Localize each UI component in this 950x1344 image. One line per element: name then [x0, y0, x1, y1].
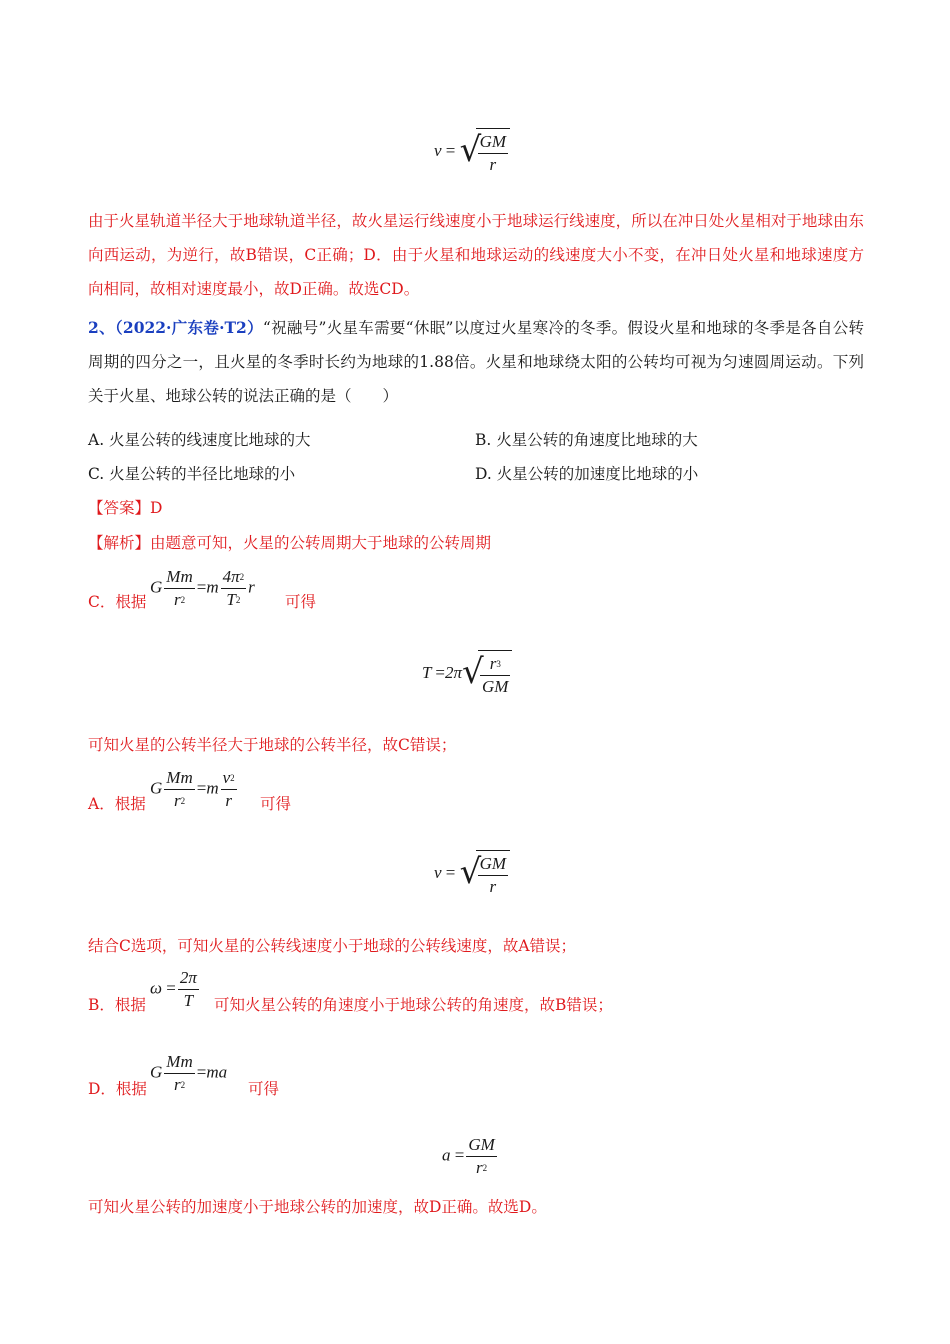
- equation-acceleration: a = $\frac{GM}{r^2}$: [442, 1135, 495, 1177]
- equation-step-b: ω = $\frac{2\pi}{T}$: [150, 968, 197, 1010]
- equation-step-a: G $\frac{Mm}{r^2}$ =m $\frac{v^2}{r}$: [150, 768, 235, 810]
- step-a: A．根据: [88, 795, 146, 813]
- option-a: A. 火星公转的线速度比地球的大: [88, 431, 311, 449]
- conclusion-d: 可知火星公转的加速度小于地球公转的加速度，故D正确。故选D。: [88, 1198, 547, 1216]
- question-number: 2、: [88, 318, 115, 337]
- answer-line: 【答案】D: [88, 499, 163, 517]
- equation-step-d: G $\frac{Mm}{r^2}$ =ma: [150, 1052, 228, 1094]
- option-b: B. 火星公转的角速度比地球的大: [475, 431, 698, 449]
- step-c: C．根据: [88, 593, 147, 611]
- equation-step-c: G $\frac{Mm}{r^2}$ =m $\frac{4\pi^2}{T^2}$ r: [150, 567, 255, 609]
- step-d: D．根据: [88, 1080, 147, 1098]
- question-source: （2022·广东卷·T2）: [114, 318, 263, 337]
- option-d: D. 火星公转的加速度比地球的小: [475, 465, 699, 483]
- option-c: C. 火星公转的半径比地球的小: [88, 465, 296, 483]
- step-b: B．根据: [88, 996, 146, 1014]
- conclusion-a: 结合C选项，可知火星的公转线速度小于地球的公转线速度，故A错误；: [88, 937, 577, 955]
- question-2: [88, 311, 864, 413]
- question-stem: “祝融号”火星车需要“休眠”以度过火星寒冷的冬季。假设火星和地球的冬季是各自公转周期的四分之一，且火星的冬季时长约为地球的1.88倍。火星和地球绕太阳的公转均可视为匀速圆周运动。下列关于火星、地球公转的说法正确的是（ ）: [88, 319, 864, 405]
- analysis-line: 【解析】由题意可知，火星的公转周期大于地球的公转周期: [88, 534, 492, 552]
- equation-period: T =2π √ $\frac{r^3}{GM}$: [422, 650, 512, 698]
- conclusion-c: 可知火星的公转半径大于地球的公转半径，故C错误；: [88, 736, 457, 754]
- step-d-suffix: 可得: [248, 1080, 280, 1098]
- equation-top-velocity: v = √ $\frac{GM}{r}$: [434, 128, 510, 176]
- explanation-paragraph-1: 由于火星轨道半径大于地球轨道半径，故火星运行线速度小于地球运行线速度，所以在冲日处火星相对于地球由东向西运动，为逆行，故B错误，C正确；D．由于火星和地球运动的线速度大小不变，在冲日处火星和地球速度方向相同，故相对速度最小，故D正确。故选CD。: [88, 212, 864, 298]
- step-b-text: 可知火星公转的角速度小于地球公转的角速度，故B错误；: [214, 996, 613, 1014]
- step-c-suffix: 可得: [285, 593, 317, 611]
- equation-velocity: v = √ $\frac{GM}{r}$: [434, 850, 510, 898]
- step-a-suffix: 可得: [260, 795, 292, 813]
